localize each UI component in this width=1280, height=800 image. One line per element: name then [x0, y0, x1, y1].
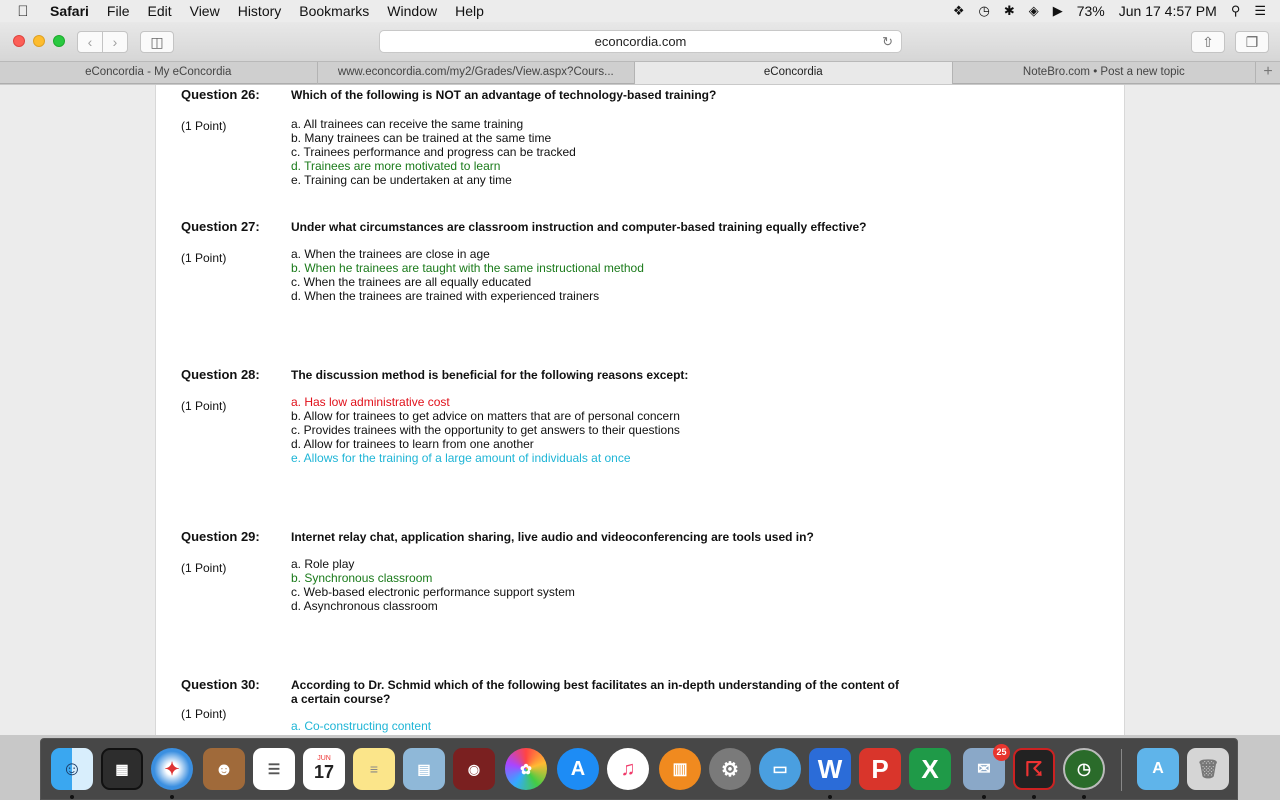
answer-option: c. When the trainees are all equally educated [291, 275, 532, 289]
answer-option-correct: b. When he trainees are taught with the same instructional method [291, 261, 644, 275]
share-icon: ⇧ [1202, 33, 1214, 50]
preview-icon[interactable]: ▤ [403, 748, 445, 790]
safari-icon[interactable]: ✦ [151, 748, 193, 790]
address-text: econcordia.com [594, 34, 687, 49]
tab-notebro[interactable]: NoteBro.com • Post a new topic [953, 62, 1257, 84]
app-store-icon[interactable]: A [557, 748, 599, 790]
answer-option: b. Allow for trainees to get advice on matters that are of personal concern [291, 409, 680, 423]
menu-window[interactable]: Window [387, 3, 438, 19]
share-button[interactable] [1191, 31, 1225, 53]
answer-option: c. Trainees performance and progress can be tracked [291, 145, 576, 159]
question-text: Which of the following is NOT an advantage of technology-based training? [291, 88, 717, 102]
menu-file[interactable]: File [106, 3, 130, 19]
answer-option: e. Training can be undertaken at any time [291, 173, 512, 187]
back-button[interactable] [77, 31, 103, 53]
chevron-right-icon: › [112, 34, 118, 50]
tab-bar [0, 62, 1280, 84]
menu-safari[interactable]: Safari [50, 3, 89, 19]
microsoft-excel-icon[interactable]: X [909, 748, 951, 790]
apple-menu-icon[interactable] [14, 3, 32, 20]
answer-option-key: a. Co-constructing content [291, 719, 432, 733]
wifi-icon[interactable]: ◈ [1028, 3, 1039, 18]
answer-option: d. Asynchronous classroom [291, 599, 438, 613]
notification-center-icon[interactable]: ☰ [1254, 3, 1266, 18]
answer-list [291, 719, 431, 733]
answer-list [291, 247, 644, 303]
menu-edit[interactable]: Edit [147, 3, 172, 19]
answer-option-correct: d. Trainees are more motivated to learn [291, 159, 501, 173]
question-points: (1 Point) [181, 251, 227, 265]
question-points: (1 Point) [181, 399, 227, 413]
sidebar-toggle-button[interactable] [140, 31, 174, 53]
question-points: (1 Point) [181, 119, 227, 133]
quiz-results-content [155, 85, 1125, 735]
plus-icon: + [1263, 63, 1273, 80]
question-number: Question 28: [181, 367, 260, 382]
contacts-icon[interactable]: ☻ [203, 748, 245, 790]
calendar-month: JUN [317, 755, 331, 762]
running-indicator [1032, 795, 1036, 799]
tab-econcordia[interactable]: eConcordia [635, 62, 953, 84]
answer-option: a. Role play [291, 557, 355, 571]
spotlight-search-icon[interactable]: ⚲ [1230, 3, 1241, 18]
dropbox-icon[interactable]: ❖ [952, 3, 965, 18]
answer-list [291, 557, 575, 613]
mail-icon[interactable]: ✉ [963, 748, 1005, 790]
applications-folder-icon[interactable]: A [1137, 748, 1179, 790]
new-tab-button[interactable] [1256, 62, 1280, 83]
reminders-icon[interactable]: ☰ [253, 748, 295, 790]
dock-area [0, 735, 1280, 800]
running-indicator [1082, 795, 1086, 799]
question-text: According to Dr. Schmid which of the following best facilitates an in-depth understanding of the content of a certain course? [291, 678, 900, 706]
notes-icon[interactable]: ≡ [353, 748, 395, 790]
trash-icon[interactable]: 🗑 [1187, 748, 1229, 790]
dock [40, 738, 1238, 800]
airdrop-printer-icon[interactable]: ▭ [759, 748, 801, 790]
answer-option: b. Many trainees can be trained at the same time [291, 131, 552, 145]
answer-option: d. Allow for trainees to learn from one another [291, 437, 534, 451]
running-indicator [70, 795, 74, 799]
running-indicator [170, 795, 174, 799]
answer-option: c. Provides trainees with the opportunity to get answers to their questions [291, 423, 680, 437]
forward-button[interactable] [102, 31, 128, 53]
answer-option: a. When the trainees are close in age [291, 247, 490, 261]
menu-bar [0, 0, 1280, 22]
answer-list [291, 117, 576, 187]
question-number: Question 29: [181, 529, 260, 544]
address-bar[interactable] [379, 30, 902, 53]
question-number: Question 30: [181, 677, 260, 692]
itunes-icon[interactable]: ♫ [607, 748, 649, 790]
dock-divider [1121, 749, 1122, 791]
photo-booth-icon[interactable]: ◉ [453, 748, 495, 790]
mail-badge: 25 [993, 744, 1010, 761]
answer-option-selected-wrong: a. Has low administrative cost [291, 395, 450, 409]
clock-app-icon[interactable]: ◷ [1063, 748, 1105, 790]
menu-help[interactable]: Help [455, 3, 484, 19]
time-machine-icon[interactable]: ◷ [978, 3, 990, 18]
answer-option-correct: b. Synchronous classroom [291, 571, 433, 585]
menu-history[interactable]: History [237, 3, 282, 19]
tabs-icon: ❐ [1245, 33, 1259, 50]
running-indicator [828, 795, 832, 799]
clock[interactable]: Jun 17 4:57 PM [1118, 3, 1217, 19]
calendar-icon[interactable] [303, 748, 345, 790]
finder-icon[interactable]: ☺ [51, 748, 93, 790]
sidebar-icon: ◫ [150, 33, 164, 50]
ibooks-icon[interactable]: ▥ [659, 748, 701, 790]
question-text: Internet relay chat, application sharing, live audio and videoconferencing are tools used in? [291, 530, 814, 544]
reload-icon[interactable]: ↻ [882, 34, 893, 49]
running-indicator [982, 795, 986, 799]
window-close-button[interactable] [13, 35, 25, 47]
microsoft-word-icon[interactable]: W [809, 748, 851, 790]
answer-list [291, 395, 680, 465]
question-number: Question 26: [181, 87, 260, 102]
question-points: (1 Point) [181, 707, 227, 721]
question-text: The discussion method is beneficial for the following reasons except: [291, 368, 689, 382]
window-minimize-button[interactable] [33, 35, 45, 47]
browser-toolbar [0, 22, 1280, 62]
question-points: (1 Point) [181, 561, 227, 575]
mission-control-icon[interactable]: ▦ [101, 748, 143, 790]
system-preferences-icon[interactable]: ⚙ [709, 748, 751, 790]
question-text: Under what circumstances are classroom instruction and computer-based training equally effective? [291, 220, 867, 234]
battery-percent[interactable]: 73% [1076, 3, 1105, 19]
tab-my-econcordia[interactable]: eConcordia - My eConcordia [0, 62, 318, 84]
question-number: Question 27: [181, 219, 260, 234]
answer-option: a. All trainees can receive the same training [291, 117, 524, 131]
calendar-day: 17 [313, 762, 335, 782]
adobe-acrobat-icon[interactable]: ☈ [1013, 748, 1055, 790]
microsoft-powerpoint-icon[interactable]: P [859, 748, 901, 790]
photos-icon[interactable]: ✿ [505, 748, 547, 790]
tab-grades-view[interactable]: www.econcordia.com/my2/Grades/View.aspx?Cours... [318, 62, 636, 84]
answer-option-key: e. Allows for the training of a large amount of individuals at once [291, 451, 631, 465]
menu-view[interactable]: View [189, 3, 220, 19]
menu-bookmarks[interactable]: Bookmarks [299, 3, 370, 19]
answer-option: c. Web-based electronic performance support system [291, 585, 575, 599]
tab-overview-button[interactable] [1235, 31, 1269, 53]
answer-option: d. When the trainees are trained with experienced trainers [291, 289, 600, 303]
chevron-left-icon: ‹ [87, 34, 93, 50]
volume-icon[interactable]: ▶ [1052, 3, 1063, 18]
bluetooth-icon[interactable]: ✱ [1003, 3, 1015, 18]
window-fullscreen-button[interactable] [53, 35, 65, 47]
page-viewport[interactable] [0, 85, 1280, 735]
